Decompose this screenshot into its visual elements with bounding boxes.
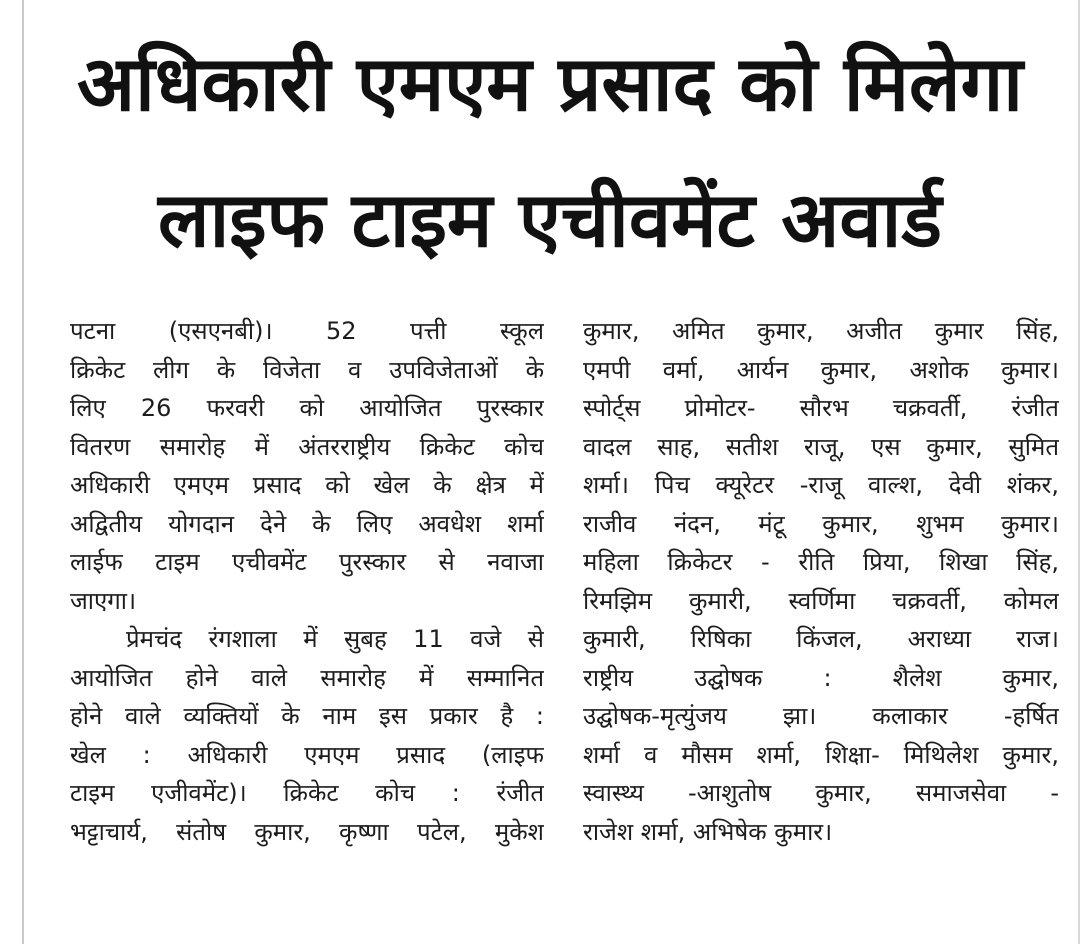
article-line: एमपी वर्मा, आर्यन कुमार, अशोक कुमार। — [583, 355, 1059, 384]
article-line: अधिकारी एमएम प्रसाद को खेल के क्षेत्र में — [70, 471, 544, 499]
article-line: जाएगा। — [70, 586, 137, 615]
headline-line-1: अधिकारी एमएम प्रसाद को मिलेगा — [77, 39, 1023, 128]
article-left-column — [70, 312, 544, 851]
article-line: कुमारी, रिषिका किंजल, अराध्या राज। — [583, 625, 1059, 653]
article-line: वादल साह, सतीश राजू, एस कुमार, सुमित — [583, 432, 1059, 461]
article-line: रिमझिम कुमारी, स्वर्णिमा चक्रवर्ती, कोमल — [583, 586, 1059, 615]
article-line: राष्ट्रीय उद्घोषक : शैलेश कुमार, — [583, 663, 1059, 692]
article-line: स्वास्थ्य -आशुतोष कुमार, समाजसेवा - — [583, 779, 1059, 807]
article-line: क्रिकेट लीग के विजेता व उपविजेताओं के — [70, 355, 544, 384]
article-line: आयोजित होने वाले समारोह में सम्मानित — [70, 663, 544, 692]
column-gutter — [562, 312, 563, 932]
article-line: शर्मा। पिच क्यूरेटर -राजू वाल्श, देवी शंकर, — [583, 471, 1059, 499]
article-line: कुमार, अमित कुमार, अजीत कुमार सिंह, — [583, 317, 1059, 345]
left-column-rule — [22, 0, 24, 944]
article-line: पटना (एसएनबी)। 52 पत्ती स्कूल — [70, 317, 544, 345]
article-line: टाइम एजीवमेंट)। क्रिकेट कोच : रंजीत — [70, 779, 544, 807]
article-line: शर्मा व मौसम शर्मा, शिक्षा- मिथिलेश कुमार, — [583, 740, 1059, 769]
article-line: महिला क्रिकेटर - रीति प्रिया, शिखा सिंह, — [583, 548, 1059, 576]
headline-line-2: लाइफ टाइम एचीवमेंट अवार्ड — [158, 175, 942, 264]
article-line: खेल : अधिकारी एमएम प्रसाद (लाइफ — [70, 740, 544, 769]
article-line: राजेश शर्मा, अभिषेक कुमार। — [583, 817, 833, 846]
article-line: लाईफ टाइम एचीवमेंट पुरस्कार से नवाजा — [70, 548, 544, 576]
article-line: अद्वितीय योगदान देने के लिए अवधेश शर्मा — [70, 509, 544, 538]
article-right-column — [583, 312, 1059, 851]
article-line: लिए 26 फरवरी को आयोजित पुरस्कार — [70, 394, 544, 422]
article-line: उद्घोषक-मृत्युंजय झा। कलाकार -हर्षित — [583, 702, 1059, 730]
article-line: प्रेमचंद रंगशाला में सुबह 11 वजे से — [126, 625, 544, 653]
article-line: वितरण समारोह में अंतरराष्ट्रीय क्रिकेट कोच — [70, 432, 544, 461]
article-line: राजीव नंदन, मंटू कुमार, शुभम कुमार। — [583, 509, 1059, 538]
article-line: स्पोर्ट्स प्रोमोटर- सौरभ चक्रवर्ती, रंजीत — [583, 394, 1059, 422]
article-line: भट्टाचार्य, संतोष कुमार, कृष्णा पटेल, मुकेश — [70, 817, 544, 846]
article-line: होने वाले व्यक्तियों के नाम इस प्रकार है : — [70, 702, 544, 730]
